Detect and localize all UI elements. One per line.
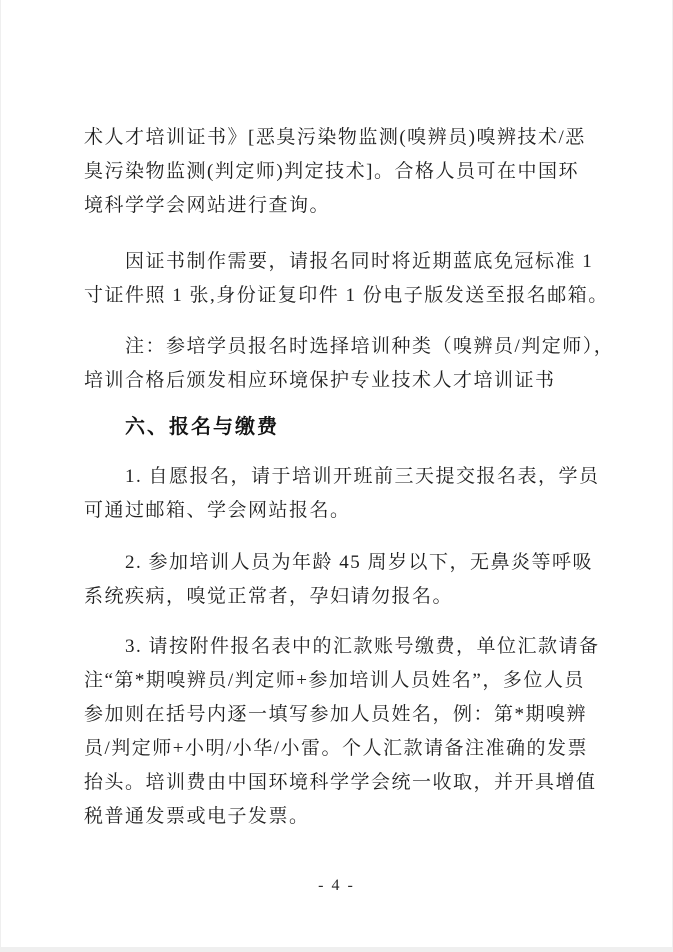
text-line: 税普通发票或电子发票。 xyxy=(84,806,310,827)
paragraph-item2-participant-requirements xyxy=(84,546,594,614)
text-line: 1. 自愿报名，请于培训开班前三天提交报名表，学员 xyxy=(125,466,600,487)
text-line: 员/判定师+小明/小华/小雷。个人汇款请备注准确的发票 xyxy=(84,738,589,759)
text-line: 3. 请按附件报名表中的汇款账号缴费，单位汇款请备 xyxy=(125,636,600,657)
text-line: 抬头。培训费由中国环境科学学会统一收取，并开具增值 xyxy=(84,772,597,793)
document-page xyxy=(1,0,672,947)
paragraph-photo-requirement xyxy=(84,245,609,313)
paragraph-note-training-type xyxy=(84,330,615,398)
page-number: - 4 - xyxy=(318,877,355,894)
text-line: 培训合格后颁发相应环境保护专业技术人才培训证书 xyxy=(84,370,556,391)
text-line: 因证书制作需要，请报名同时将近期蓝底免冠标准 1 xyxy=(125,251,594,272)
text-line: 系统疾病，嗅觉正常者，孕妇请勿报名。 xyxy=(84,586,454,607)
text-line: 2. 参加培训人员为年龄 45 周岁以下，无鼻炎等呼吸 xyxy=(125,552,594,573)
text-line: 臭污染物监测(判定师)判定技术]。合格人员可在中国环 xyxy=(84,161,579,182)
document-body xyxy=(1,0,672,834)
text-line: 参加则在括号内逐一填写参加人员姓名，例：第*期嗅辨 xyxy=(84,704,588,725)
text-line: 注“第*期嗅辨员/判定师+参加培训人员姓名”，多位人员 xyxy=(84,670,585,691)
paragraph-certificate-query xyxy=(84,121,589,223)
text-line: 注：参培学员报名时选择培训种类（嗅辨员/判定师）， xyxy=(125,336,615,357)
text-line: 可通过邮箱、学会网站报名。 xyxy=(84,500,351,521)
text-line: 境科学学会网站进行查询。 xyxy=(84,195,331,216)
section-heading-enrollment-and-payment: 六、报名与缴费 xyxy=(125,416,279,438)
text-line: 寸证件照 1 张,身份证复印件 1 份电子版发送至报名邮箱。 xyxy=(84,285,609,306)
paragraph-item1-voluntary-signup xyxy=(84,460,600,528)
text-line: 术人才培训证书》[恶臭污染物监测(嗅辨员)嗅辨技术/恶 xyxy=(84,127,586,148)
paragraph-item3-payment-instructions xyxy=(84,630,600,834)
